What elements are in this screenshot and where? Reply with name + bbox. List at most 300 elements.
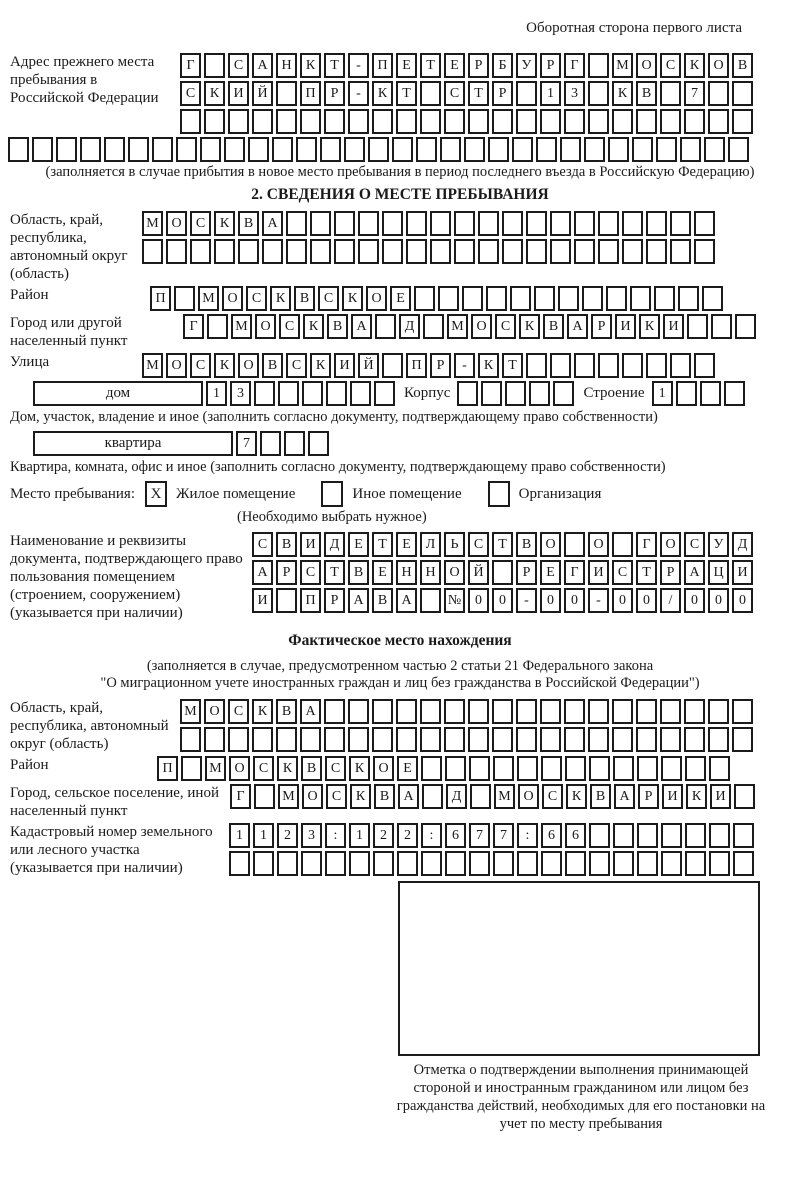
char-cell: 0 — [732, 588, 753, 613]
char-cell — [492, 727, 513, 752]
char-cell — [732, 727, 753, 752]
char-cell: М — [142, 353, 163, 378]
cell-row — [142, 239, 718, 264]
char-cell — [608, 137, 629, 162]
char-cell: 3 — [564, 81, 585, 106]
char-cell — [709, 756, 730, 781]
char-cell — [478, 239, 499, 264]
char-cell — [708, 727, 729, 752]
char-cell — [248, 137, 269, 162]
char-cell — [469, 851, 490, 876]
char-cell: И — [228, 81, 249, 106]
char-cell — [174, 286, 195, 311]
char-cell: Т — [420, 53, 441, 78]
char-cell — [564, 532, 585, 557]
char-cell — [204, 109, 225, 134]
city-block — [0, 314, 800, 350]
char-cell: С — [180, 81, 201, 106]
char-cell — [470, 784, 491, 809]
actual-region-cells — [180, 699, 756, 752]
char-cell — [438, 286, 459, 311]
char-cell — [430, 239, 451, 264]
char-cell — [516, 81, 537, 106]
char-cell: Р — [540, 53, 561, 78]
char-cell — [558, 286, 579, 311]
char-cell — [32, 137, 53, 162]
char-cell — [310, 211, 331, 236]
char-cell — [564, 699, 585, 724]
char-cell: А — [348, 588, 369, 613]
char-cell: Е — [444, 53, 465, 78]
char-cell — [104, 137, 125, 162]
char-cell: Е — [540, 560, 561, 585]
char-cell — [406, 211, 427, 236]
cell-row — [142, 353, 718, 378]
region-block — [0, 211, 800, 283]
char-cell — [152, 137, 173, 162]
char-cell — [694, 239, 715, 264]
char-cell — [516, 109, 537, 134]
char-cell: В — [294, 286, 315, 311]
char-cell: О — [302, 784, 323, 809]
char-cell: Н — [420, 560, 441, 585]
char-cell — [512, 137, 533, 162]
char-cell: Р — [638, 784, 659, 809]
char-cell — [565, 756, 586, 781]
char-cell: В — [374, 784, 395, 809]
char-cell — [207, 314, 228, 339]
char-cell — [589, 756, 610, 781]
char-cell — [286, 239, 307, 264]
char-cell: О — [366, 286, 387, 311]
cell-row — [180, 699, 756, 724]
char-cell — [392, 137, 413, 162]
char-cell: 6 — [541, 823, 562, 848]
char-cell — [550, 239, 571, 264]
char-cell: В — [516, 532, 537, 557]
stamp-caption: Отметка о подтверждении выполнения принимающей стороной и иностранным гражданином или лицом без гражданства действий, необходимых для его постановки на учет по месту пребывания — [396, 1062, 766, 1132]
char-cell — [680, 137, 701, 162]
char-cell: Ц — [708, 560, 729, 585]
char-cell: К — [342, 286, 363, 311]
char-cell: Л — [420, 532, 441, 557]
char-cell: 6 — [565, 823, 586, 848]
prev-address-block — [0, 53, 800, 134]
char-cell: С — [444, 81, 465, 106]
char-cell: О — [166, 353, 187, 378]
char-cell: А — [396, 588, 417, 613]
char-cell: Т — [324, 560, 345, 585]
char-cell: Т — [396, 81, 417, 106]
char-cell: Г — [183, 314, 204, 339]
char-cell — [228, 109, 249, 134]
char-cell — [685, 823, 706, 848]
char-cell — [56, 137, 77, 162]
char-cell — [277, 851, 298, 876]
char-cell: М — [231, 314, 252, 339]
char-cell — [180, 727, 201, 752]
char-cell: К — [214, 211, 235, 236]
char-cell: С — [318, 286, 339, 311]
char-cell: М — [142, 211, 163, 236]
char-cell: 7 — [236, 431, 257, 456]
house-box-label: дом — [33, 381, 203, 406]
char-cell: Р — [516, 560, 537, 585]
document-label: Наименование и реквизиты документа, подтверждающего право пользования помещением (строением, сооружением) (указывается при наличии) — [10, 533, 243, 621]
char-cell: П — [157, 756, 178, 781]
char-cell: Р — [591, 314, 612, 339]
char-cell: К — [277, 756, 298, 781]
char-cell — [276, 109, 297, 134]
char-cell: Й — [252, 81, 273, 106]
char-cell — [516, 727, 537, 752]
actual-region-block — [0, 699, 800, 753]
prev-address-full-row — [0, 137, 800, 162]
char-cell — [348, 109, 369, 134]
korpus-label: Корпус — [404, 385, 451, 401]
char-cell — [422, 784, 443, 809]
actual-caption-line1: (заполняется в случае, предусмотренном частью 2 статьи 21 Федерального закона — [146, 658, 654, 674]
char-cell: А — [614, 784, 635, 809]
char-cell — [541, 851, 562, 876]
char-cell — [469, 756, 490, 781]
char-cell — [670, 353, 691, 378]
char-cell: О — [229, 756, 250, 781]
char-cell — [423, 314, 444, 339]
char-cell: О — [636, 53, 657, 78]
char-cell: К — [252, 699, 273, 724]
char-cell — [589, 823, 610, 848]
char-cell — [584, 137, 605, 162]
stay-option-label-other: Иное помещение — [352, 485, 462, 502]
char-cell: 1 — [349, 823, 370, 848]
char-cell — [373, 851, 394, 876]
char-cell — [660, 699, 681, 724]
char-cell — [632, 137, 653, 162]
char-cell: В — [732, 53, 753, 78]
char-cell: 0 — [468, 588, 489, 613]
char-cell — [324, 727, 345, 752]
char-cell — [462, 286, 483, 311]
char-cell — [128, 137, 149, 162]
char-cell — [589, 851, 610, 876]
char-cell — [678, 286, 699, 311]
char-cell — [344, 137, 365, 162]
char-cell — [492, 699, 513, 724]
char-cell: К — [270, 286, 291, 311]
char-cell — [421, 851, 442, 876]
char-cell: 1 — [229, 823, 250, 848]
char-cell — [142, 239, 163, 264]
char-cell: В — [238, 211, 259, 236]
char-cell: О — [204, 699, 225, 724]
char-cell: К — [566, 784, 587, 809]
char-cell — [420, 699, 441, 724]
char-cell: Р — [468, 53, 489, 78]
char-cell: О — [660, 532, 681, 557]
char-cell — [492, 109, 513, 134]
char-cell: 2 — [397, 823, 418, 848]
char-cell — [676, 381, 697, 406]
char-cell: - — [516, 588, 537, 613]
char-cell — [260, 431, 281, 456]
char-cell — [296, 137, 317, 162]
char-cell — [301, 851, 322, 876]
char-cell: Е — [390, 286, 411, 311]
char-cell: Р — [324, 81, 345, 106]
char-cell — [708, 109, 729, 134]
char-cell — [733, 851, 754, 876]
char-cell — [502, 239, 523, 264]
char-cell — [396, 699, 417, 724]
cell-row — [183, 314, 759, 339]
char-cell — [349, 851, 370, 876]
char-cell — [310, 239, 331, 264]
char-cell — [254, 784, 275, 809]
char-cell — [510, 286, 531, 311]
char-cell: : — [517, 823, 538, 848]
char-cell — [613, 823, 634, 848]
char-cell — [588, 699, 609, 724]
char-cell: И — [710, 784, 731, 809]
char-cell — [670, 211, 691, 236]
char-cell — [622, 353, 643, 378]
char-cell — [526, 239, 547, 264]
char-cell: К — [300, 53, 321, 78]
char-cell — [661, 851, 682, 876]
char-cell — [574, 353, 595, 378]
char-cell — [478, 211, 499, 236]
char-cell — [396, 727, 417, 752]
stay-option-checkbox-residential: X — [145, 481, 167, 507]
char-cell: С — [253, 756, 274, 781]
stamp-area — [390, 881, 772, 1133]
char-cell — [622, 239, 643, 264]
char-cell: А — [567, 314, 588, 339]
char-cell: 1 — [540, 81, 561, 106]
char-cell — [334, 211, 355, 236]
char-cell — [565, 851, 586, 876]
char-cell — [300, 109, 321, 134]
char-cell: Е — [396, 532, 417, 557]
char-cell — [622, 211, 643, 236]
char-cell — [420, 588, 441, 613]
char-cell — [481, 381, 502, 406]
char-cell — [694, 211, 715, 236]
char-cell — [660, 727, 681, 752]
char-cell — [732, 699, 753, 724]
char-cell — [685, 851, 706, 876]
char-cell: В — [348, 560, 369, 585]
char-cell — [564, 727, 585, 752]
char-cell — [684, 109, 705, 134]
cadastral-cells — [229, 823, 757, 876]
char-cell: 2 — [373, 823, 394, 848]
char-cell: 3 — [301, 823, 322, 848]
char-cell — [526, 211, 547, 236]
char-cell: О — [255, 314, 276, 339]
char-cell — [372, 699, 393, 724]
actual-district-label: Район — [10, 757, 49, 773]
char-cell: Е — [348, 532, 369, 557]
char-cell: Г — [564, 53, 585, 78]
cell-row — [229, 851, 757, 876]
char-cell: И — [252, 588, 273, 613]
char-cell: 0 — [492, 588, 513, 613]
char-cell: К — [214, 353, 235, 378]
char-cell — [708, 699, 729, 724]
char-cell: О — [222, 286, 243, 311]
char-cell — [166, 239, 187, 264]
char-cell: 0 — [564, 588, 585, 613]
char-cell — [564, 109, 585, 134]
char-cell: 2 — [277, 823, 298, 848]
char-cell: С — [468, 532, 489, 557]
char-cell: О — [444, 560, 465, 585]
char-cell — [540, 699, 561, 724]
char-cell — [700, 381, 721, 406]
char-cell — [276, 81, 297, 106]
char-cell — [637, 851, 658, 876]
char-cell: К — [686, 784, 707, 809]
char-cell — [325, 851, 346, 876]
char-cell: И — [300, 532, 321, 557]
char-cell: Г — [180, 53, 201, 78]
char-cell — [445, 756, 466, 781]
char-cell: О — [588, 532, 609, 557]
char-cell: К — [478, 353, 499, 378]
char-cell: Г — [564, 560, 585, 585]
char-cell — [661, 823, 682, 848]
char-cell: - — [348, 53, 369, 78]
char-cell: Р — [492, 81, 513, 106]
char-cell: 1 — [253, 823, 274, 848]
char-cell — [630, 286, 651, 311]
stay-option-checkbox-other — [321, 481, 343, 507]
char-cell: К — [204, 81, 225, 106]
char-cell — [181, 756, 202, 781]
char-cell — [492, 560, 513, 585]
char-cell — [278, 381, 299, 406]
char-cell — [612, 727, 633, 752]
char-cell — [464, 137, 485, 162]
cell-row — [157, 756, 733, 781]
cell-row — [252, 560, 756, 585]
char-cell: М — [612, 53, 633, 78]
char-cell — [454, 211, 475, 236]
char-cell — [214, 239, 235, 264]
char-cell: В — [636, 81, 657, 106]
char-cell — [358, 239, 379, 264]
char-cell: С — [660, 53, 681, 78]
char-cell: С — [684, 532, 705, 557]
char-cell: А — [262, 211, 283, 236]
char-cell: 7 — [469, 823, 490, 848]
char-cell — [284, 431, 305, 456]
stay-option-checkbox-organization — [488, 481, 510, 507]
cell-row — [206, 381, 398, 406]
stay-option-label-organization: Организация — [518, 485, 602, 502]
char-cell — [276, 727, 297, 752]
header-note: Оборотная сторона первого листа — [526, 20, 742, 36]
char-cell — [334, 239, 355, 264]
char-cell: П — [372, 53, 393, 78]
char-cell — [637, 823, 658, 848]
stay-type-label: Место пребывания: — [10, 485, 135, 502]
cell-row — [180, 53, 756, 78]
char-cell: С — [228, 699, 249, 724]
char-cell — [350, 381, 371, 406]
char-cell: 1 — [652, 381, 673, 406]
char-cell — [382, 353, 403, 378]
char-cell — [636, 109, 657, 134]
char-cell: Д — [399, 314, 420, 339]
cadastral-block — [0, 823, 800, 877]
char-cell — [636, 699, 657, 724]
char-cell: Т — [492, 532, 513, 557]
char-cell — [536, 137, 557, 162]
apartment-box-label: квартира — [33, 431, 233, 456]
char-cell — [253, 851, 274, 876]
char-cell: О — [373, 756, 394, 781]
char-cell — [550, 353, 571, 378]
char-cell: С — [542, 784, 563, 809]
char-cell: Й — [468, 560, 489, 585]
char-cell: С — [252, 532, 273, 557]
char-cell — [574, 211, 595, 236]
char-cell: О — [708, 53, 729, 78]
char-cell: - — [588, 588, 609, 613]
char-cell — [654, 286, 675, 311]
char-cell — [540, 109, 561, 134]
char-cell — [414, 286, 435, 311]
char-cell — [588, 53, 609, 78]
char-cell: С — [495, 314, 516, 339]
char-cell: - — [454, 353, 475, 378]
char-cell: Ь — [444, 532, 465, 557]
char-cell — [80, 137, 101, 162]
char-cell: А — [300, 699, 321, 724]
stamp-box — [398, 881, 760, 1056]
char-cell — [204, 727, 225, 752]
char-cell — [320, 137, 341, 162]
char-cell: Е — [372, 560, 393, 585]
char-cell: А — [684, 560, 705, 585]
char-cell — [711, 314, 732, 339]
char-cell — [204, 53, 225, 78]
char-cell: 0 — [636, 588, 657, 613]
char-cell: 7 — [684, 81, 705, 106]
char-cell — [526, 353, 547, 378]
char-cell — [732, 109, 753, 134]
city-label: Город или другой населенный пункт — [10, 315, 128, 349]
char-cell: А — [398, 784, 419, 809]
char-cell — [382, 239, 403, 264]
char-cell — [348, 699, 369, 724]
char-cell — [612, 532, 633, 557]
actual-location-caption — [0, 658, 800, 692]
char-cell: К — [372, 81, 393, 106]
char-cell — [637, 756, 658, 781]
char-cell: Е — [396, 53, 417, 78]
char-cell: М — [198, 286, 219, 311]
prev-address-caption: (заполняется в случае прибытия в новое место пребывания в период последнего въезда в Российскую Федерацию) — [45, 164, 755, 180]
char-cell — [613, 756, 634, 781]
char-cell: С — [325, 756, 346, 781]
stay-type-row — [0, 481, 800, 507]
char-cell: В — [590, 784, 611, 809]
char-cell — [440, 137, 461, 162]
